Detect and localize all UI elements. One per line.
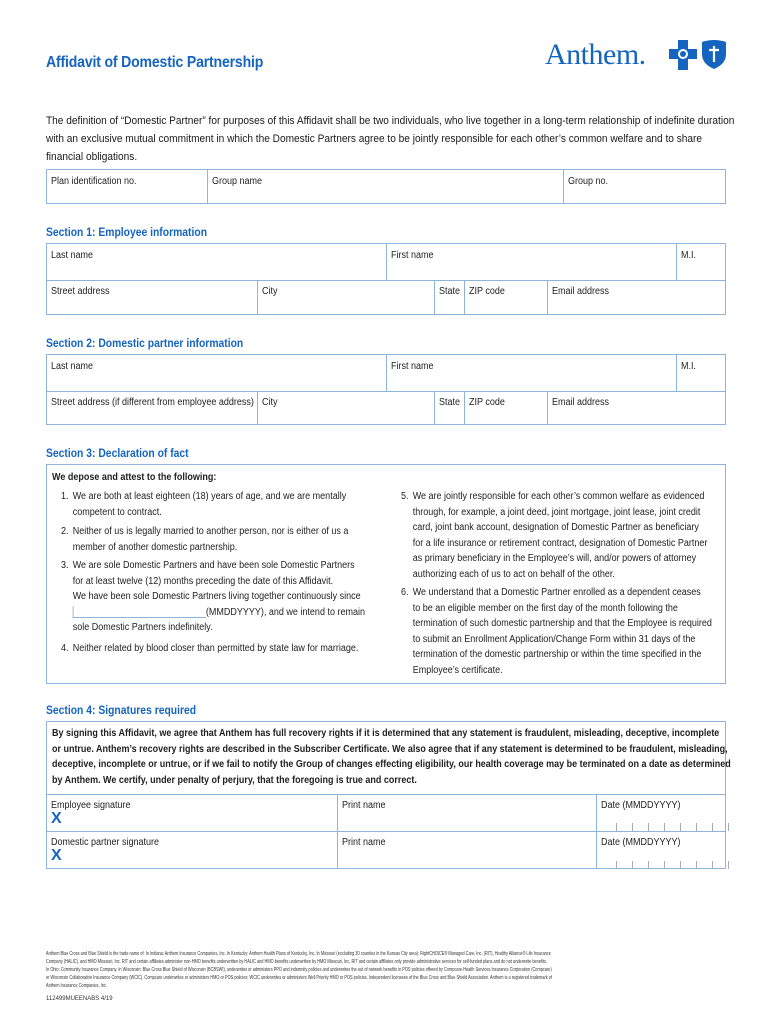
declaration-box: We depose and attest to the following: 1. We are both at least eighteen (18) years of age, and we are mentally competent to contract. 2. Neither of us is legally married to another person, nor is either of us a member of another domestic partnership. 3. We are sole Domestic Partners and have been sole Domestic Partners for at least twelve (12) months preceding the date of this Affidavit. We have been sole Domestic Partners living together continuously since (MMDDYYYY), and we intend to remain sole Domestic Partners indefinitely. 4. Neither related by blood closer than permitted by state law for marriage. 5. We are jointly responsible for each other’s common welfare as evidenced through, for example, a joint deed, joint mortgage, joint lease, joint credit card, joint bank account, designation of Domestic Partner as beneficiary for a life insurance or retirement contract, designation of Domestic Partner as primary beneficiary in the Employee’s will, and/or powers of attorney authorizing each of us to act on behalf of the other. 6. We understand that a Domestic Partner enrolled as a dependent ceases to be an eligible member on the first day of the month following the termination of such domestic partnership and that the Employee is required to submit an Enrollment Application/Change Form within 31 days of the termination of the domestic partnership or within the time specified in the Employee’s certificate. (46, 464, 726, 684)
section-1-title: Section 1: Employee information (46, 227, 208, 239)
blue-cross-icon (669, 40, 697, 70)
declaration-lead: We depose and attest to the following: (52, 472, 217, 483)
employee-street-field[interactable]: Street address (51, 286, 110, 297)
employee-signature-field[interactable]: Employee signature X (51, 800, 131, 827)
partner-date-field[interactable]: Date (MMDDYYYY) (596, 831, 725, 869)
logo-wordmark: Anthem. (545, 38, 646, 71)
signature-agreement-text: By signing this Affidavit, we agree that Anthem has full recovery rights if it is determined that any statement is fraudulent, misleading, deceptive, incomplete or untrue. Anthem’s recovery rights are described in the Subscriber Certificate. We also agree that if any statement is determined to be fraudulent, misleading, deceptive, incomplete or untrue, or if we fail to notify the Group of changes effecting eligibility, our health coverage may be terminated on a date as determined by Anthem. We certify, under penalty of perjury, that the foregoing is true and correct. (52, 727, 731, 786)
employee-first-name-field[interactable]: First name (386, 244, 676, 280)
partner-first-name-field[interactable]: First name (386, 355, 676, 391)
partner-email-field[interactable]: Email address (547, 391, 725, 425)
partner-info-box (46, 354, 726, 425)
section-3-title: Section 3: Declaration of fact (46, 448, 189, 460)
partner-sign-x-mark: X (51, 847, 62, 864)
form-code: 112499MUEENABS 4/19 (46, 996, 113, 1002)
plan-id-field[interactable]: Plan identification no. (51, 176, 137, 187)
since-date-field[interactable] (73, 606, 206, 618)
employee-city-field[interactable]: City (257, 280, 434, 315)
employee-email-field[interactable]: Email address (547, 280, 725, 315)
group-no-field[interactable]: Group no. (563, 170, 725, 203)
employee-sign-x-mark: X (51, 810, 62, 827)
partner-mi-field[interactable]: M.I. (676, 355, 725, 391)
employee-info-box (46, 243, 726, 315)
employee-print-name-field[interactable]: Print name (337, 794, 596, 831)
signatures-box (46, 721, 731, 869)
section-4-title: Section 4: Signatures required (46, 705, 197, 717)
section-2-title: Section 2: Domestic partner information (46, 338, 244, 350)
employee-mi-field[interactable]: M.I. (676, 244, 725, 280)
page-title: Affidavit of Domestic Partnership (46, 54, 264, 71)
anthem-logo (545, 38, 730, 74)
partner-signature-field[interactable]: Domestic partner signature X (51, 837, 160, 864)
blue-shield-icon (701, 40, 727, 70)
partner-state-field[interactable]: State (434, 391, 464, 425)
intro-paragraph: The definition of “Domestic Partner” for purposes of this Affidavit shall be two individuals, who live together in a long-term relationship of indefinite duration with an exclusive mutual commitment in which the Domestic Partners agree to be jointly responsible for each other’s common welfare and to share financial obligations. (46, 115, 735, 163)
partner-city-field[interactable]: City (257, 391, 434, 425)
plan-info-box (46, 169, 726, 204)
employee-date-field[interactable]: Date (MMDDYYYY) (596, 794, 725, 831)
partner-zip-field[interactable]: ZIP code (464, 391, 547, 425)
partner-print-name-field[interactable]: Print name (337, 831, 596, 869)
footer-legal-text: Anthem Blue Cross and Blue Shield is the trade name of: In Indiana: Anthem Insurance Companies, Inc. In Kentucky: Anthem Health Plans of Kentucky, Inc. In Missouri (excluding 30 counties in the Kansas City area): RightCHOICE® Managed Care, Inc. (RIT), Healthy Alliance® Life Insurance Company (HALIC), and HMO Missouri, Inc. RIT and certain affiliates administer non-HMO benefits underwritten by HALIC and HMO benefits underwritten by HMO Missouri, Inc. RIT and certain affiliates only provide administrative services for self-funded plans and do not underwrite benefits. In Ohio: Community Insurance Company. In Wisconsin: Blue Cross Blue Shield of Wisconsin (BCBSWI), underwrites or administers PPO and indemnity policies and underwrites the out of network benefits in POS policies offered by Compcare Health Services Insurance Corporation (Compcare) or Wisconsin Collaborative Insurance Company (WCIC). Compcare underwrites or administers HMO or POS policies; WCIC underwrites or administers Well Priority HMO or POS policies. Independent licensees of the Blue Cross and Blue Shield Association. Anthem is a registered trademark of Anthem Insurance Companies, Inc. (46, 951, 553, 989)
partner-street-field[interactable]: Street address (if different from employee address) (51, 397, 254, 408)
partner-last-name-field[interactable]: Last name (51, 361, 94, 372)
group-name-field[interactable]: Group name (207, 170, 563, 203)
employee-zip-field[interactable]: ZIP code (464, 280, 547, 315)
employee-state-field[interactable]: State (434, 280, 464, 315)
employee-last-name-field[interactable]: Last name (51, 250, 94, 261)
